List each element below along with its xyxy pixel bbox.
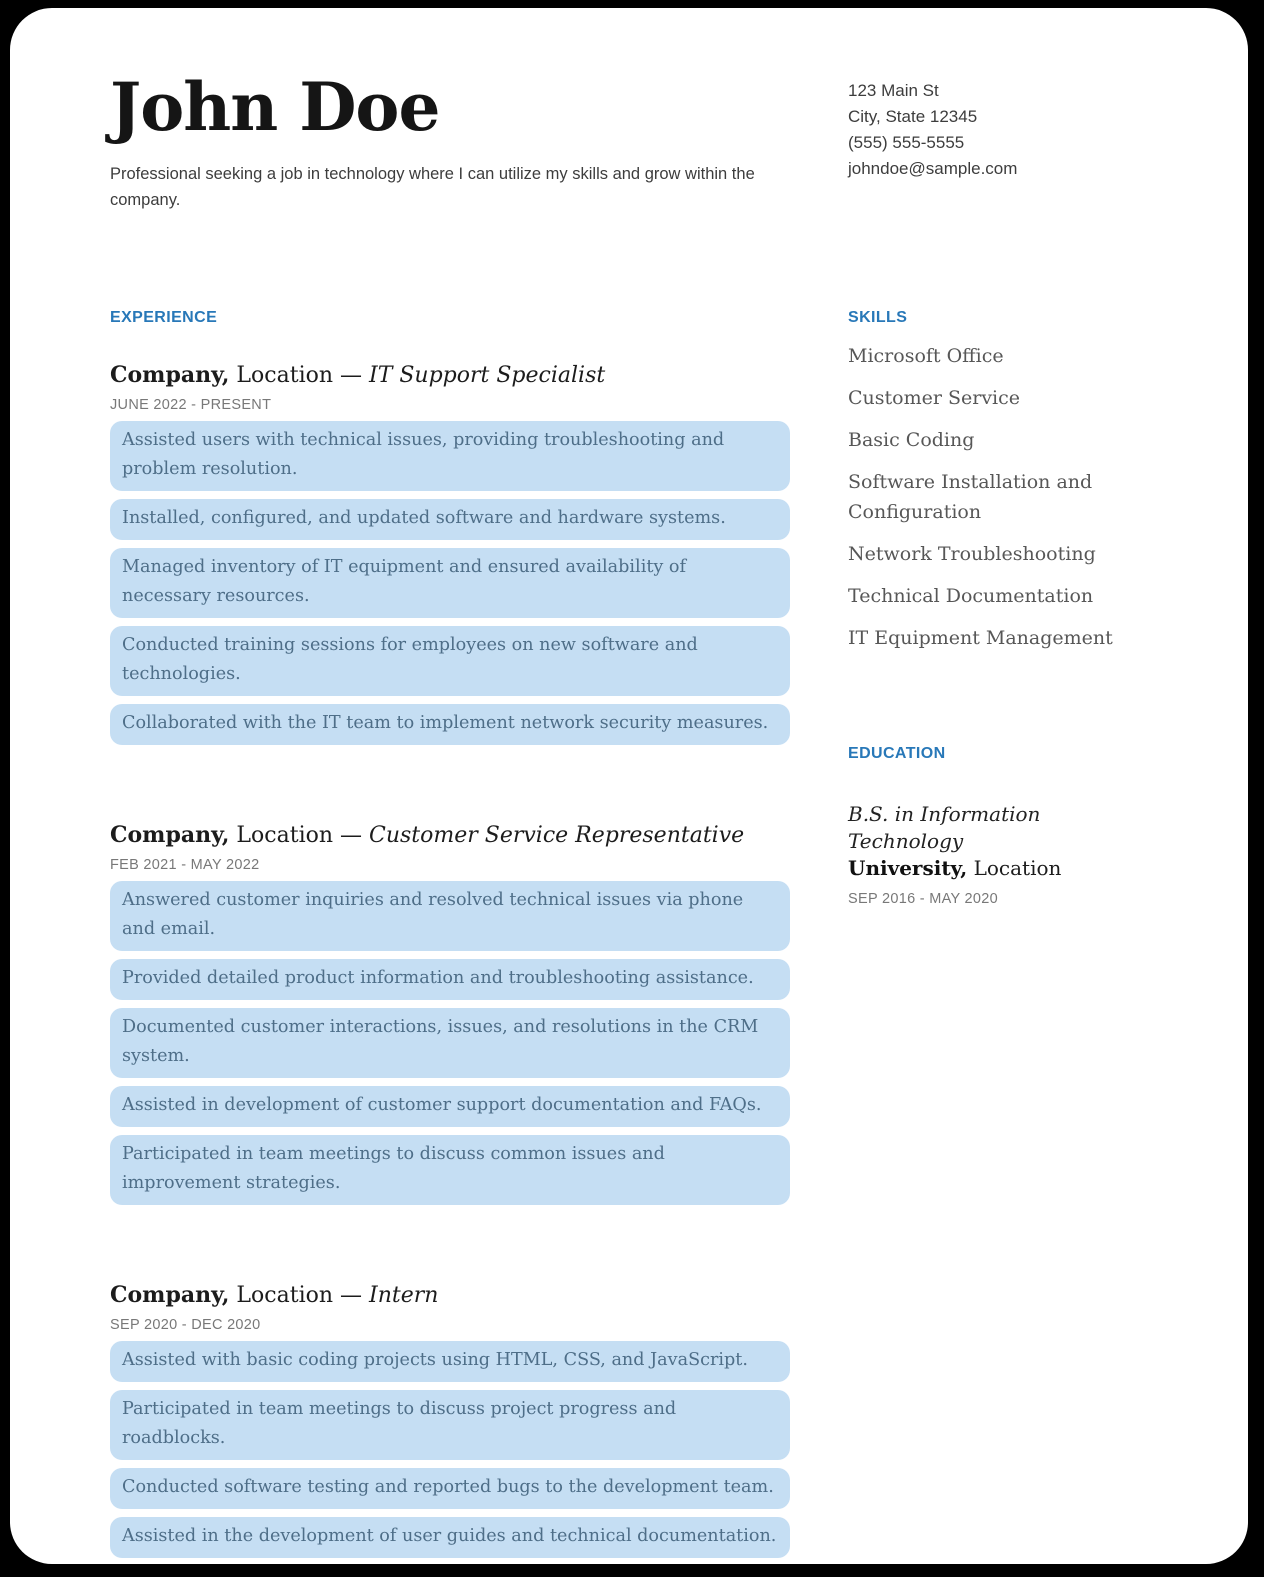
job-role: Intern	[369, 1283, 439, 1309]
bullet-item: Assisted with basic coding projects using HTML, CSS, and JavaScript.	[110, 1341, 790, 1382]
education-school: University,	[848, 856, 968, 881]
job-dates: JUNE 2022 - PRESENT	[110, 397, 272, 414]
job-title-line	[110, 1281, 790, 1310]
contact-email: johndoe@sample.com	[848, 159, 1018, 178]
bullet-item: Collaborated with the IT team to implement network security measures.	[110, 704, 790, 745]
bullet-item: Assisted users with technical issues, providing troubleshooting and problem resolution.	[110, 421, 790, 491]
job-dates: SEP 2020 - DEC 2020	[110, 1317, 261, 1334]
job-location: Location —	[229, 363, 369, 389]
job-bullets	[110, 421, 790, 745]
contact-block	[848, 72, 1164, 213]
education-degree: B.S. in Information Technology	[848, 802, 1041, 854]
job-title-line	[110, 821, 790, 850]
bullet-item: Managed inventory of IT equipment and ensured availability of necessary resources.	[110, 548, 790, 618]
skill-item: Microsoft Office	[848, 345, 1004, 368]
bullet-item: Provided detailed product information and troubleshooting assistance.	[110, 959, 790, 1000]
skills-list	[848, 341, 1164, 653]
education-dates: SEP 2016 - MAY 2020	[848, 891, 998, 908]
experience-section	[110, 309, 790, 1558]
job-bullets	[110, 881, 790, 1205]
resume-page	[10, 8, 1248, 1564]
skill-item: IT Equipment Management	[848, 627, 1113, 650]
bullet-item: Assisted in development of customer support documentation and FAQs.	[110, 1086, 790, 1127]
bullet-item: Participated in team meetings to discuss common issues and improvement strategies.	[110, 1135, 790, 1205]
contact-address-line1: 123 Main St	[848, 81, 939, 100]
bullet-item: Answered customer inquiries and resolved technical issues via phone and email.	[110, 881, 790, 951]
job-entry	[110, 361, 790, 745]
job-entry	[110, 821, 790, 1205]
bullet-item: Participated in team meetings to discuss project progress and roadblocks.	[110, 1390, 790, 1460]
skill-item: Network Troubleshooting	[848, 543, 1096, 566]
job-role: IT Support Specialist	[369, 363, 606, 389]
bullet-item: Documented customer interactions, issues, and resolutions in the CRM system.	[110, 1008, 790, 1078]
education-school-location: Location	[967, 856, 1062, 881]
bullet-item: Conducted training sessions for employees on new software and technologies.	[110, 626, 790, 696]
job-dates: FEB 2021 - MAY 2022	[110, 857, 260, 874]
contact-phone: (555) 555-5555	[848, 133, 965, 152]
person-name: John Doe	[110, 68, 440, 146]
job-location: Location —	[229, 1283, 369, 1309]
education-section	[848, 745, 1164, 907]
job-title-line	[110, 361, 790, 390]
education-heading: EDUCATION	[848, 745, 946, 763]
experience-heading: EXPERIENCE	[110, 309, 218, 327]
job-company: Company,	[110, 822, 230, 849]
identity-block	[110, 68, 790, 213]
job-entry	[110, 1281, 790, 1558]
contact-address-line2: City, State 12345	[848, 107, 978, 126]
job-company: Company,	[110, 1282, 230, 1309]
skills-heading: SKILLS	[848, 309, 908, 327]
education-school-line	[848, 855, 1164, 882]
skill-item: Technical Documentation	[848, 585, 1094, 608]
bullet-item: Conducted software testing and reported bugs to the development team.	[110, 1468, 790, 1509]
skill-item: Software Installation and Configuration	[848, 471, 1093, 524]
skill-item: Basic Coding	[848, 429, 975, 452]
job-role: Customer Service Representative	[369, 823, 745, 849]
bullet-item: Assisted in the development of user guides and technical documentation.	[110, 1517, 790, 1558]
summary-text: Professional seeking a job in technology where I can utilize my skills and grow within the company.	[110, 165, 755, 210]
skill-item: Customer Service	[848, 387, 1021, 410]
job-company: Company,	[110, 362, 230, 389]
job-location: Location —	[229, 823, 369, 849]
bullet-item: Installed, configured, and updated software and hardware systems.	[110, 499, 790, 540]
job-bullets	[110, 1341, 790, 1558]
sidebar	[848, 309, 1164, 1558]
skills-section	[848, 309, 1164, 653]
